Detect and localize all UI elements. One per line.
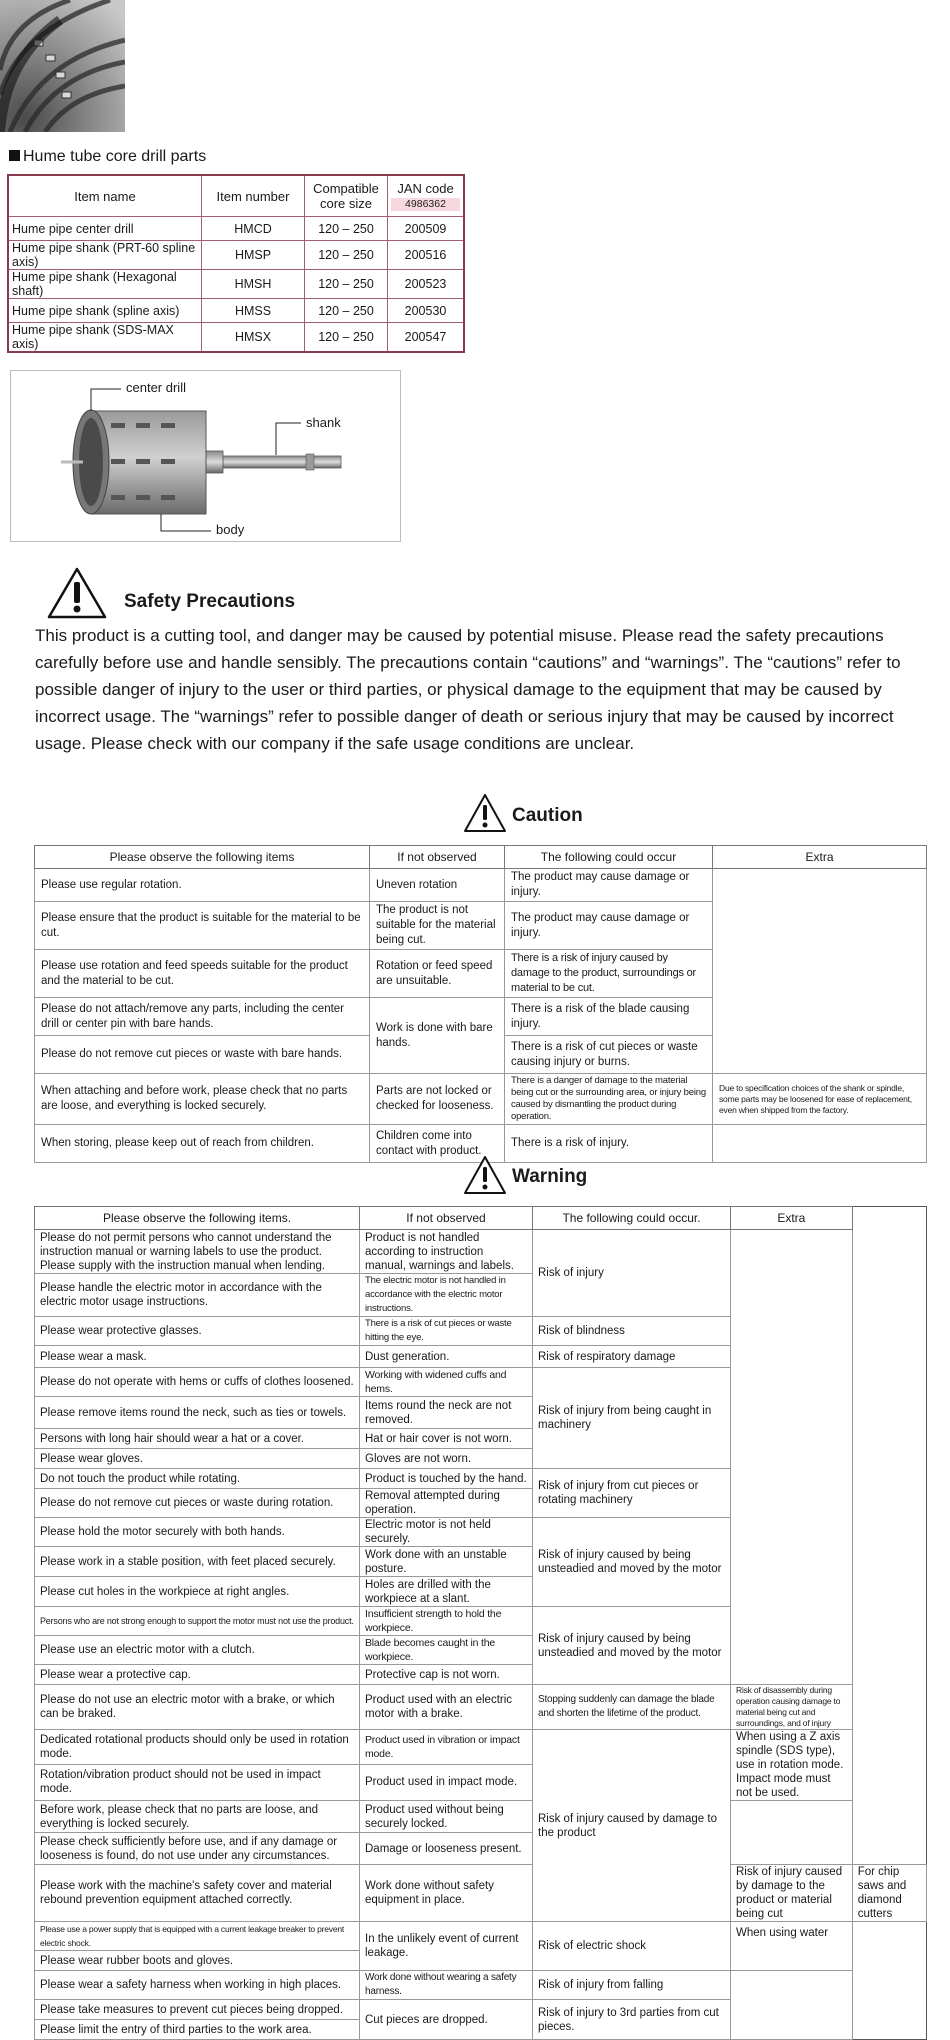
not-observed-cell: The product is not suitable for the material being cut. [370, 902, 505, 950]
core-drill-photo [0, 0, 125, 132]
not-observed-cell: Damage or looseness present. [360, 1833, 533, 1865]
extra-cell [731, 1801, 853, 1865]
observe-cell: Please ensure that the product is suitable for the material to be cut. [35, 902, 370, 950]
part-size: 120 – 250 [305, 217, 388, 241]
could-occur-cell: Risk of injury [533, 1230, 731, 1317]
core-size-line2: core size [319, 196, 373, 211]
observe-cell: Please wear protective glasses. [35, 1317, 360, 1346]
observe-cell: Please use regular rotation. [35, 869, 370, 902]
not-observed-cell: Rotation or feed speed are unsuitable. [370, 950, 505, 998]
observe-cell: Please use rotation and feed speeds suitable for the product and the material to be cut. [35, 950, 370, 998]
part-jan: 200516 [388, 241, 465, 270]
extra-cell [713, 869, 927, 1074]
observe-cell: Persons who are not strong enough to support the motor must not use the product. [35, 1607, 360, 1636]
col-not-observed: If not observed [360, 1207, 533, 1230]
not-observed-cell: Product used in vibration or impact mode. [360, 1730, 533, 1765]
observe-cell: Please use an electric motor with a clutch. [35, 1636, 360, 1665]
table-row [35, 1685, 927, 1730]
not-observed-cell: In the unlikely event of current leakage. [360, 1922, 533, 1971]
could-occur-cell: Risk of electric shock [533, 1922, 731, 1971]
observe-cell: Please take measures to prevent cut pieces being dropped. [35, 2000, 360, 2020]
col-item-name: Item name [8, 175, 202, 217]
warning-triangle-icon [46, 566, 108, 620]
caution-table [34, 845, 927, 1163]
observe-cell: Please cut holes in the workpiece at right angles. [35, 1577, 360, 1607]
jan-label: JAN code [397, 181, 454, 196]
could-occur-cell: Risk of blindness [533, 1317, 731, 1346]
table-row [35, 1801, 927, 1833]
col-observe: Please observe the following items [35, 846, 370, 869]
part-number: HMSX [202, 323, 305, 353]
could-occur-cell: Risk of injury caused by being unsteadied and moved by the motor [533, 1518, 731, 1607]
not-observed-cell: Cut pieces are dropped. [360, 2000, 533, 2040]
col-extra: Extra [713, 846, 927, 869]
observe-cell: Please hold the motor securely with both hands. [35, 1518, 360, 1547]
extra-cell [731, 1971, 853, 2040]
parts-table [7, 174, 465, 353]
part-number: HMCD [202, 217, 305, 241]
caution-header-row [35, 846, 927, 869]
table-row [35, 1922, 927, 1951]
shank-label: shank [306, 415, 341, 430]
warning-title: Warning [512, 1166, 588, 1187]
not-observed-cell: Product is not handled according to instruction manual, warnings and labels. [360, 1230, 533, 1274]
table-row [35, 869, 927, 902]
caution-triangle-icon [463, 793, 507, 833]
not-observed-cell: Dust generation. [360, 1346, 533, 1368]
could-occur-cell: Risk of injury from being caught in machinery [533, 1368, 731, 1469]
warning-header-row [35, 1207, 927, 1230]
not-observed-cell: Work done with an unstable posture. [360, 1547, 533, 1577]
extra-cell: When using water [731, 1922, 853, 1971]
not-observed-cell: Electric motor is not held securely. [360, 1518, 533, 1547]
part-number: HMSH [202, 270, 305, 299]
parts-header-row [8, 175, 464, 217]
not-observed-cell: Product used in impact mode. [360, 1764, 533, 1800]
extra-cell: Due to specification choices of the shank or spindle, some parts may be loosened for ease of replacement, even when shipped from the factory. [713, 1074, 927, 1125]
observe-cell: Please work with the machine's safety cover and material rebound prevention equipment attached correctly. [35, 1865, 360, 1922]
observe-cell: Please check sufficiently before use, and if any damage or looseness is found, do not use under any circumstances. [35, 1833, 360, 1865]
safety-precautions-title: Safety Precautions [124, 591, 296, 612]
drill-diagram [10, 370, 401, 542]
extra-cell: When using a Z axis spindle (SDS type), use in rotation mode. Impact mode must not be used. [731, 1730, 853, 1801]
table-row [8, 299, 464, 323]
observe-cell: Please do not use an electric motor with a brake, or which can be braked. [35, 1685, 360, 1730]
part-size: 120 – 250 [305, 323, 388, 353]
could-occur-cell: There is a risk of cut pieces or waste causing injury or burns. [505, 1036, 713, 1074]
part-name: Hume pipe shank (spline axis) [8, 299, 202, 323]
not-observed-cell: Removal attempted during operation. [360, 1489, 533, 1518]
observe-cell: Please do not permit persons who cannot understand the instruction manual or warning labels to use the product. Please supply with the instruction manual when lending. [35, 1230, 360, 1274]
not-observed-cell: The electric motor is not handled in accordance with the electric motor instructions. [360, 1274, 533, 1317]
table-row [35, 1971, 927, 2000]
observe-cell: Persons with long hair should wear a hat or a cover. [35, 1429, 360, 1449]
observe-cell: When storing, please keep out of reach from children. [35, 1125, 370, 1163]
observe-cell: Please limit the entry of third parties to the work area. [35, 2020, 360, 2040]
not-observed-cell: Hat or hair cover is not worn. [360, 1429, 533, 1449]
could-occur-cell: Risk of injury caused by damage to the product [533, 1730, 731, 1922]
not-observed-cell: Blade becomes caught in the workpiece. [360, 1636, 533, 1665]
not-observed-cell: Product used with an electric motor with a brake. [360, 1685, 533, 1730]
observe-cell: Before work, please check that no parts are loose, and everything is locked securely. [35, 1801, 360, 1833]
table-row [35, 1230, 927, 1274]
not-observed-cell: Product is touched by the hand. [360, 1469, 533, 1489]
table-row [35, 1865, 927, 1922]
not-observed-cell: Work done without safety equipment in place. [360, 1865, 533, 1922]
core-drill-illustration [11, 371, 400, 541]
extra-cell: Risk of disassembly during operation causing damage to material being cut and surroundings, and of injury [731, 1685, 853, 1730]
could-occur-cell: There is a risk of the blade causing injury. [505, 998, 713, 1036]
col-item-number: Item number [202, 175, 305, 217]
col-extra: Extra [731, 1207, 853, 1230]
col-not-observed: If not observed [370, 846, 505, 869]
observe-cell: Rotation/vibration product should not be used in impact mode. [35, 1764, 360, 1800]
not-observed-cell: There is a risk of cut pieces or waste hitting the eye. [360, 1317, 533, 1346]
observe-cell: Please wear gloves. [35, 1449, 360, 1469]
warning-section-triangle-icon [463, 1155, 507, 1195]
could-occur-cell: Risk of injury from cut pieces or rotating machinery [533, 1469, 731, 1518]
part-jan: 200523 [388, 270, 465, 299]
extra-cell: For chip saws and diamond cutters [852, 1865, 926, 1922]
part-size: 120 – 250 [305, 241, 388, 270]
could-occur-cell: The product may cause damage or injury. [505, 902, 713, 950]
body-label: body [216, 522, 245, 537]
part-number: HMSP [202, 241, 305, 270]
could-occur-cell: The product may cause damage or injury. [505, 869, 713, 902]
table-row [35, 1074, 927, 1125]
part-size: 120 – 250 [305, 270, 388, 299]
observe-cell: Please do not remove cut pieces or waste with bare hands. [35, 1036, 370, 1074]
col-could-occur: The following could occur [505, 846, 713, 869]
could-occur-cell: There is a risk of injury. [505, 1125, 713, 1163]
not-observed-cell: Children come into contact with product. [370, 1125, 505, 1163]
observe-cell: When attaching and before work, please check that no parts are loose, and everything is locked securely. [35, 1074, 370, 1125]
observe-cell: Please wear rubber boots and gloves. [35, 1951, 360, 1971]
could-occur-cell: Risk of injury from falling [533, 1971, 731, 2000]
part-name: Hume pipe shank (SDS-MAX axis) [8, 323, 202, 353]
part-name: Hume pipe shank (PRT-60 spline axis) [8, 241, 202, 270]
col-observe: Please observe the following items. [35, 1207, 360, 1230]
not-observed-cell: Insufficient strength to hold the workpiece. [360, 1607, 533, 1636]
caution-title: Caution [512, 805, 583, 826]
part-name: Hume pipe center drill [8, 217, 202, 241]
col-could-occur: The following could occur. [533, 1207, 731, 1230]
extra-cell [731, 1230, 853, 1685]
core-size-line1: Compatible [313, 181, 379, 196]
could-occur-cell: Risk of injury to 3rd parties from cut pieces. [533, 2000, 731, 2040]
not-observed-cell: Holes are drilled with the workpiece at a slant. [360, 1577, 533, 1607]
not-observed-cell: Items round the neck are not removed. [360, 1397, 533, 1429]
not-observed-cell: Work is done with bare hands. [370, 998, 505, 1074]
part-name: Hume pipe shank (Hexagonal shaft) [8, 270, 202, 299]
not-observed-cell: Protective cap is not worn. [360, 1665, 533, 1685]
observe-cell: Please work in a stable position, with feet placed securely. [35, 1547, 360, 1577]
not-observed-cell: Product used without being securely locked. [360, 1801, 533, 1833]
observe-cell: Please use a power supply that is equipped with a current leakage breaker to prevent electric shock. [35, 1922, 360, 1951]
safety-precautions-text: This product is a cutting tool, and danger may be caused by potential misuse. Please read the safety precautions carefully before use and handle sensibly. The precautions contain “cautions” and “warnings”. The “cautions” refer to possible danger of injury to the user or third parties, or physical damage to the equipment that may be caused by incorrect usage. The “warnings” refer to possible danger of death or serious injury that may be caused by incorrect usage. Please check with our company if the safe usage conditions are unclear. [35, 626, 901, 753]
not-observed-cell: Uneven rotation [370, 869, 505, 902]
col-jan-code [388, 175, 465, 217]
observe-cell: Please wear a safety harness when working in high places. [35, 1971, 360, 2000]
parts-heading-text: Hume tube core drill parts [23, 148, 207, 165]
observe-cell: Please remove items round the neck, such as ties or towels. [35, 1397, 360, 1429]
table-row [8, 241, 464, 270]
part-jan: 200509 [388, 217, 465, 241]
could-occur-cell: There is a danger of damage to the material being cut or the surrounding area, or injury being caused by dismantling the product during operation. [505, 1074, 713, 1125]
observe-cell: Please do not attach/remove any parts, including the center drill or center pin with bare hands. [35, 998, 370, 1036]
not-observed-cell: Gloves are not worn. [360, 1449, 533, 1469]
col-core-size [305, 175, 388, 217]
observe-cell: Please wear a mask. [35, 1346, 360, 1368]
observe-cell: Please handle the electric motor in accordance with the electric motor usage instructions. [35, 1274, 360, 1317]
table-row [8, 323, 464, 353]
observe-cell: Dedicated rotational products should only be used in rotation mode. [35, 1730, 360, 1765]
part-number: HMSS [202, 299, 305, 323]
not-observed-cell: Parts are not locked or checked for looseness. [370, 1074, 505, 1125]
extra-cell [713, 1125, 927, 1163]
could-occur-cell: Risk of injury caused by being unsteadied and moved by the motor [533, 1607, 731, 1685]
jan-prefix: 4986362 [391, 198, 460, 211]
part-jan: 200547 [388, 323, 465, 353]
part-jan: 200530 [388, 299, 465, 323]
center-drill-label: center drill [126, 380, 186, 395]
square-bullet-icon [9, 150, 20, 161]
part-size: 120 – 250 [305, 299, 388, 323]
table-row [8, 217, 464, 241]
could-occur-cell: Risk of injury caused by damage to the product or material being cut [731, 1865, 853, 1922]
could-occur-cell: Stopping suddenly can damage the blade and shorten the lifetime of the product. [533, 1685, 731, 1730]
parts-heading [9, 148, 206, 166]
not-observed-cell: Working with widened cuffs and hems. [360, 1368, 533, 1397]
table-row [8, 270, 464, 299]
table-row [35, 1730, 927, 1765]
could-occur-cell: There is a risk of injury caused by damage to the product, surroundings or material to be cut. [505, 950, 713, 998]
observe-cell: Please do not remove cut pieces or waste during rotation. [35, 1489, 360, 1518]
could-occur-cell: Risk of respiratory damage [533, 1346, 731, 1368]
warning-table [34, 1206, 927, 2040]
observe-cell: Do not touch the product while rotating. [35, 1469, 360, 1489]
not-observed-cell: Work done without wearing a safety harness. [360, 1971, 533, 2000]
observe-cell: Please wear a protective cap. [35, 1665, 360, 1685]
observe-cell: Please do not operate with hems or cuffs of clothes loosened. [35, 1368, 360, 1397]
